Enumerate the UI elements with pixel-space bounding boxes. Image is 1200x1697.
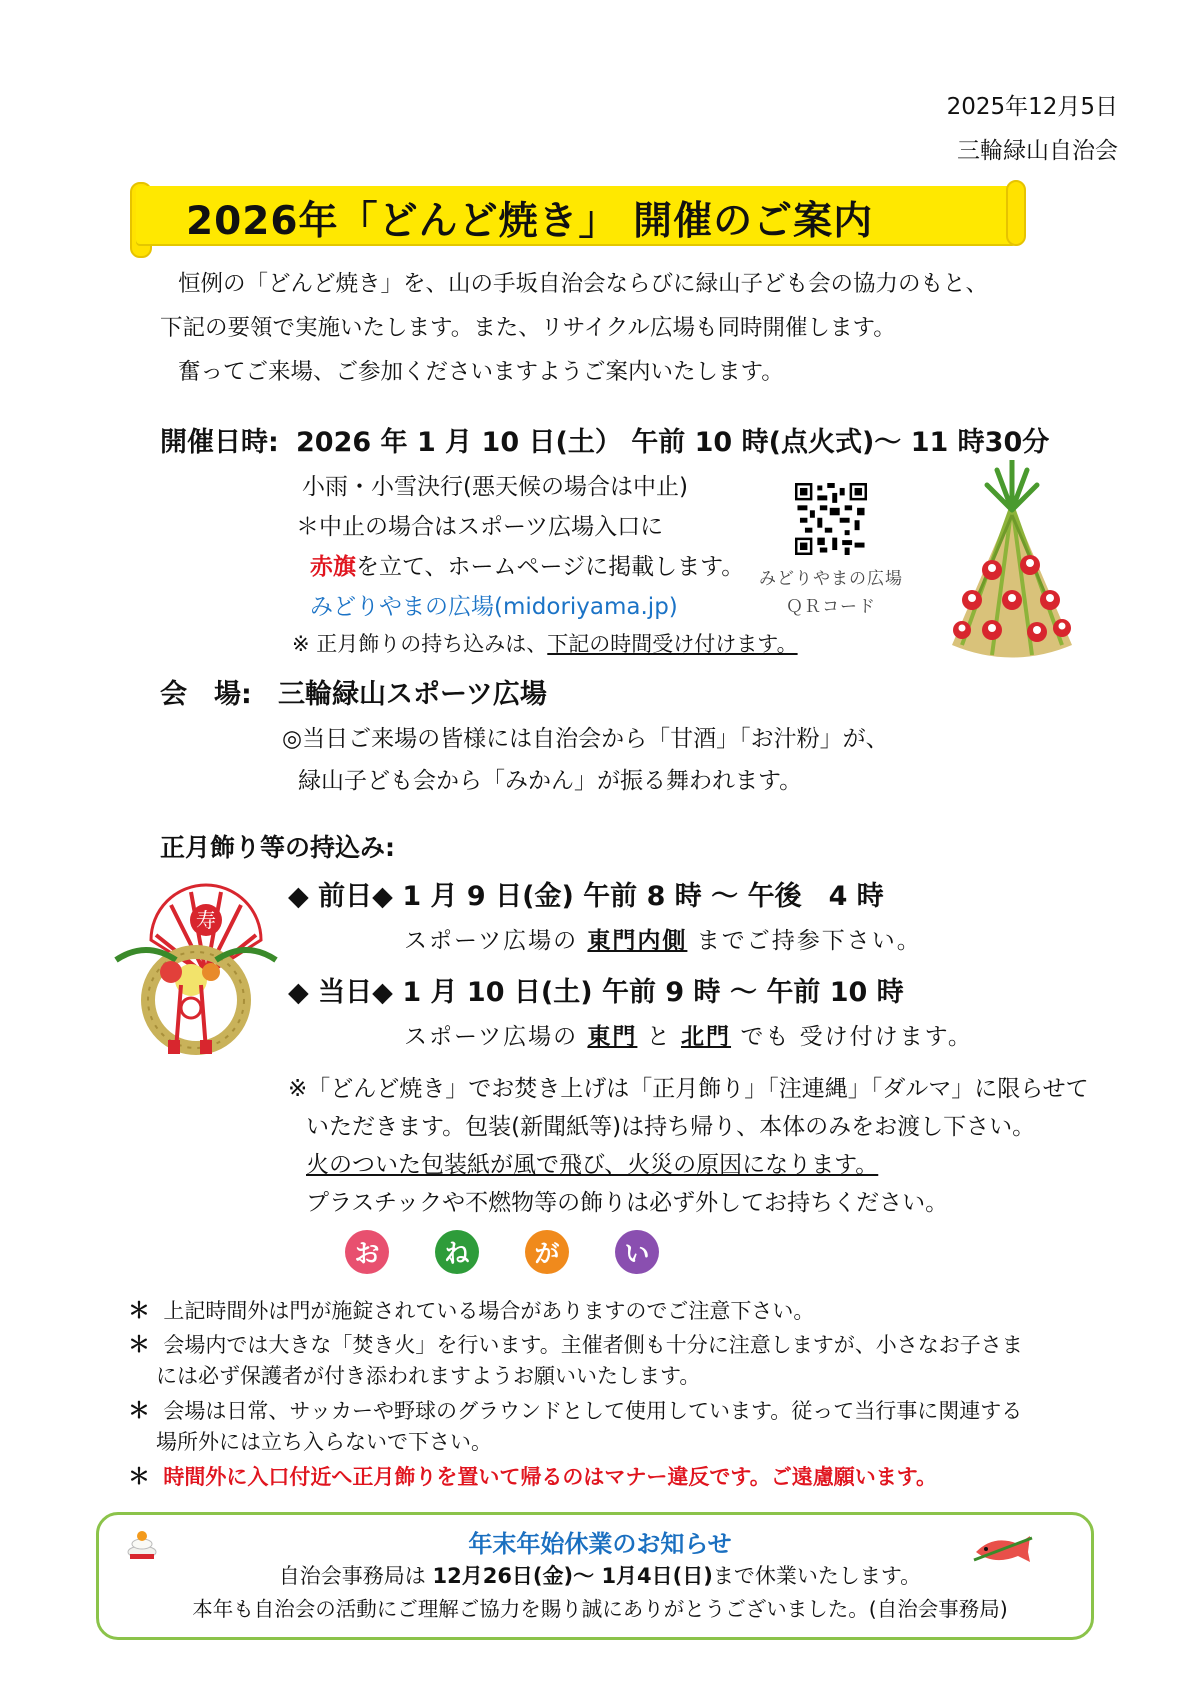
holiday-notice-title: 年末年始休業のお知らせ bbox=[468, 1530, 732, 1558]
day2-post: でも 受け付けます。 bbox=[731, 1024, 973, 1050]
note-1 bbox=[128, 1294, 814, 1325]
intro-line-1: 恒例の「どんど焼き」を、山の手坂自治会ならびに緑山子ども会の協力のもと、 bbox=[178, 271, 989, 297]
notice-l1-dates: 12月26日(金)～ 1月4日(日) bbox=[432, 1564, 713, 1588]
note-4 bbox=[128, 1460, 937, 1491]
day2-place-north: 北門 bbox=[681, 1024, 732, 1050]
note-2-bullet: ＊ bbox=[128, 1333, 151, 1358]
note-4-text: 時間外に入口付近へ正月飾りを置いて帰るのはマナー違反です。ご遠慮願います。 bbox=[163, 1465, 938, 1489]
intro-line-2: 下記の要領で実施いたします。また、リサイクル広場も同時開催します。 bbox=[160, 315, 896, 341]
day1-place: 東門内側 bbox=[587, 928, 688, 954]
note-3-text: 会場は日常、サッカーや野球のグラウンドとして使用しています。従って当行事に関連する bbox=[163, 1399, 1023, 1423]
note-4-bullet: ＊ bbox=[128, 1465, 151, 1490]
note-3-bullet: ＊ bbox=[128, 1399, 151, 1424]
schedule-note-cancel: ＊中止の場合はスポーツ広場入口に bbox=[296, 514, 664, 540]
holiday-notice-line-1 bbox=[0, 1560, 1200, 1590]
onegai-ball-2: ね bbox=[435, 1230, 479, 1274]
day2-pre: スポーツ広場の bbox=[404, 1024, 588, 1050]
holiday-notice-line-2: 本年も自治会の活動にご理解ご協力を賜り誠にありがとうございました。(自治会事務局) bbox=[192, 1597, 1008, 1621]
qr-caption-line-2: ＱＲコード bbox=[786, 597, 876, 617]
day1-pre: スポーツ広場の bbox=[404, 928, 588, 954]
bring-rule-2: いただきます。包装(新聞紙等)は持ち帰り、本体のみをお渡し下さい。 bbox=[306, 1114, 1036, 1140]
note-bring-prefix: ※ 正月飾りの持ち込みは、 bbox=[292, 632, 548, 656]
day1-post: までご持参下さい。 bbox=[687, 928, 922, 954]
venue-desc-1: ◎当日ご来場の皆様には自治会から「甘酒」「お汁粉」が、 bbox=[282, 726, 889, 752]
bring-same-day-title: ◆ 当日◆ 1 月 10 日(土) 午前 9 時 ～ 午前 10 時 bbox=[288, 977, 904, 1008]
bring-day-before-desc bbox=[404, 922, 922, 955]
note-2 bbox=[128, 1328, 1023, 1359]
shimekazari-illustration bbox=[96, 880, 286, 1060]
venue-desc-2: 緑山子ども会から「みかん」が振る舞われます。 bbox=[298, 768, 803, 794]
venue-value: 三輪緑山スポーツ広場 bbox=[278, 679, 547, 710]
note-3-cont: 場所外には立ち入らないで下さい。 bbox=[156, 1430, 492, 1454]
intro-line-3: 奮ってご来場、ご参加くださいますようご案内いたします。 bbox=[178, 359, 784, 385]
schedule-value: 2026 年 1 月 10 日(土） 午前 10 時(点火式)～ 11 時30分 bbox=[296, 427, 1050, 458]
note-1-text: 上記時間外は門が施錠されている場合がありますのでご注意下さい。 bbox=[163, 1299, 815, 1323]
bring-label: 正月飾り等の持込み: bbox=[160, 833, 395, 862]
bring-same-day-desc bbox=[404, 1018, 973, 1051]
organization-name: 三輪緑山自治会 bbox=[957, 138, 1118, 164]
banner-scroll-right bbox=[1006, 180, 1026, 246]
bring-rule-3: 火のついた包装紙が風で飛び、火災の原因になります。 bbox=[306, 1152, 879, 1178]
qr-caption bbox=[756, 565, 906, 621]
bring-day-before-title: ◆ 前日◆ 1 月 9 日(金) 午前 8 時 ～ 午後 4 時 bbox=[288, 881, 884, 912]
note-2-text: 会場内では大きな「焚き火」を行います。主催者側も十分に注意しますが、小さなお子さま bbox=[163, 1333, 1023, 1357]
note-2-cont: には必ず保護者が付き添われますようお願いいたします。 bbox=[156, 1364, 701, 1388]
page-title: 2026年「どんど焼き」 開催のご案内 bbox=[186, 199, 874, 244]
note-1-bullet: ＊ bbox=[128, 1299, 151, 1324]
schedule-note-bring bbox=[292, 628, 798, 658]
red-flag-text: 赤旗 bbox=[310, 554, 356, 580]
notice-l1-post: まで休業いたします。 bbox=[712, 1564, 922, 1588]
schedule-label: 開催日時: bbox=[160, 427, 279, 458]
note-bring-underline: 下記の時間受け付けます。 bbox=[547, 632, 798, 656]
venue-label: 会 場: bbox=[160, 679, 252, 710]
notice-l1-pre: 自治会事務局は bbox=[278, 1564, 433, 1588]
document-date: 2025年12月5日 bbox=[946, 94, 1118, 120]
schedule-note-flag bbox=[310, 548, 744, 581]
day2-place-east: 東門 bbox=[587, 1024, 638, 1050]
onegai-ball-4: い bbox=[615, 1230, 659, 1274]
dondo-yaki-illustration bbox=[942, 460, 1082, 670]
day2-mid: と bbox=[637, 1024, 682, 1050]
bring-rule-1: ※「どんど焼き」でお焚き上げは「正月飾り」「注連縄」「ダルマ」に限らせて bbox=[288, 1076, 1089, 1102]
onegai-ball-1: お bbox=[345, 1230, 389, 1274]
fan-kotobuki-text: 寿 bbox=[196, 908, 216, 932]
schedule-note-rain: 小雨・小雪決行(悪天候の場合は中止) bbox=[302, 474, 688, 500]
onegai-ball-3: が bbox=[525, 1230, 569, 1274]
qr-caption-line-1: みどりやまの広場 bbox=[759, 569, 903, 589]
bring-rule-4: プラスチックや不燃物等の飾りは必ず外してお持ちください。 bbox=[306, 1190, 949, 1216]
flag-rest-text: を立て、ホームページに掲載します。 bbox=[356, 554, 745, 580]
onegai-heading bbox=[345, 1230, 659, 1274]
qr-code[interactable] bbox=[795, 483, 867, 555]
homepage-link[interactable]: みどりやまの広場(midoriyama.jp) bbox=[310, 594, 678, 620]
note-3 bbox=[128, 1394, 1022, 1425]
